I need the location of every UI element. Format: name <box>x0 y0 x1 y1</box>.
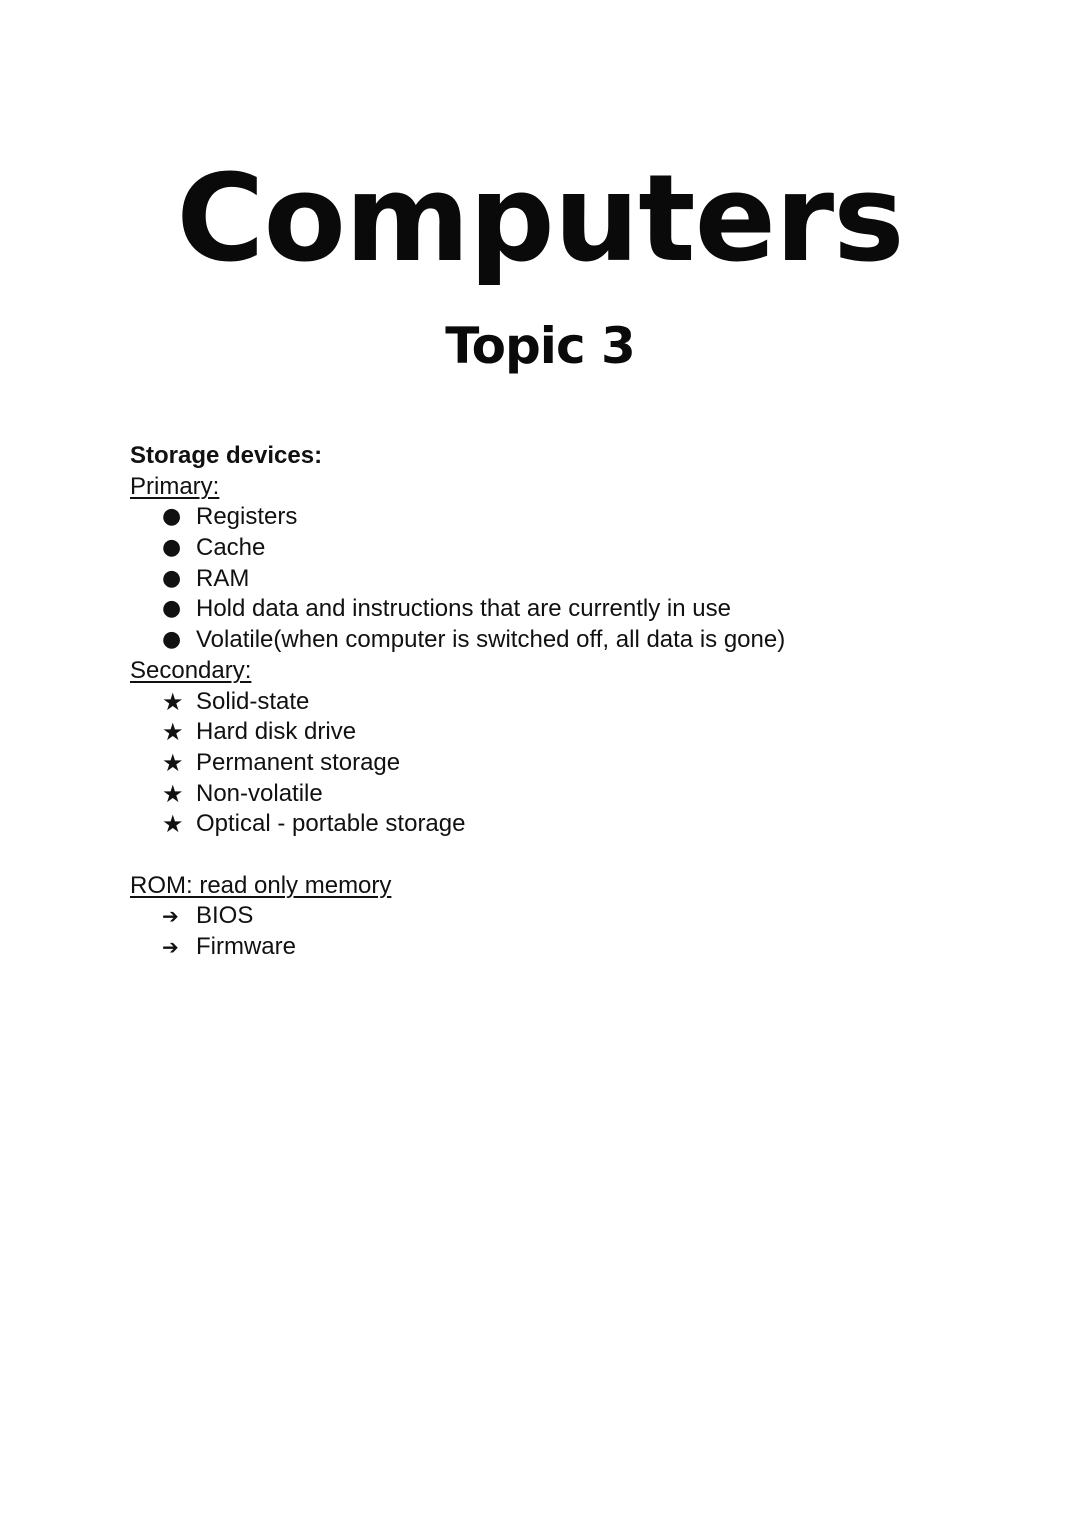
list-item: ★ Solid-state <box>162 687 310 716</box>
list-item: ● RAM <box>130 564 1030 595</box>
list-item: ● Volatile(when computer is switched off, all data is gone) <box>130 625 1030 656</box>
list-item: ● Registers <box>130 502 1030 533</box>
primary-subheading: Primary: <box>130 472 220 500</box>
secondary-subheading: Secondary: <box>130 656 252 684</box>
primary-list <box>130 502 1030 655</box>
star-icon: ★ <box>162 687 184 716</box>
star-icon: ★ <box>162 779 184 808</box>
document-title: Computers <box>176 150 904 289</box>
arrow-right-icon: ➔ <box>162 935 179 959</box>
document-subtitle: Topic 3 <box>445 317 635 375</box>
list-item: ★ Hard disk drive <box>162 718 357 747</box>
star-icon: ★ <box>162 718 184 747</box>
list-item: ★ Permanent storage <box>162 748 401 777</box>
list-item: ➔ Firmware <box>130 932 1030 963</box>
rom-list <box>130 901 1030 962</box>
storage-devices-heading: Storage devices: <box>130 442 323 469</box>
section-spacer <box>130 840 1030 871</box>
list-item: ★ Non-volatile <box>162 779 323 808</box>
rom-subheading: ROM: read only memory <box>130 871 392 899</box>
list-item: ★ Optical - portable storage <box>162 810 466 839</box>
list-item: ➔ BIOS <box>130 901 1030 932</box>
star-icon: ★ <box>162 748 184 777</box>
star-icon: ★ <box>162 810 184 839</box>
bullet-dot-icon: ● <box>162 535 182 561</box>
bullet-dot-icon: ● <box>162 504 182 530</box>
bullet-dot-icon: ● <box>162 596 182 622</box>
bullet-dot-icon: ● <box>162 627 182 653</box>
list-item: ● Cache <box>130 533 1030 564</box>
bullet-dot-icon: ● <box>162 565 182 591</box>
secondary-list <box>130 687 1030 840</box>
arrow-right-icon: ➔ <box>162 904 179 929</box>
list-item: ● Hold data and instructions that are currently in use <box>130 594 1030 625</box>
notes-body <box>130 441 1030 963</box>
